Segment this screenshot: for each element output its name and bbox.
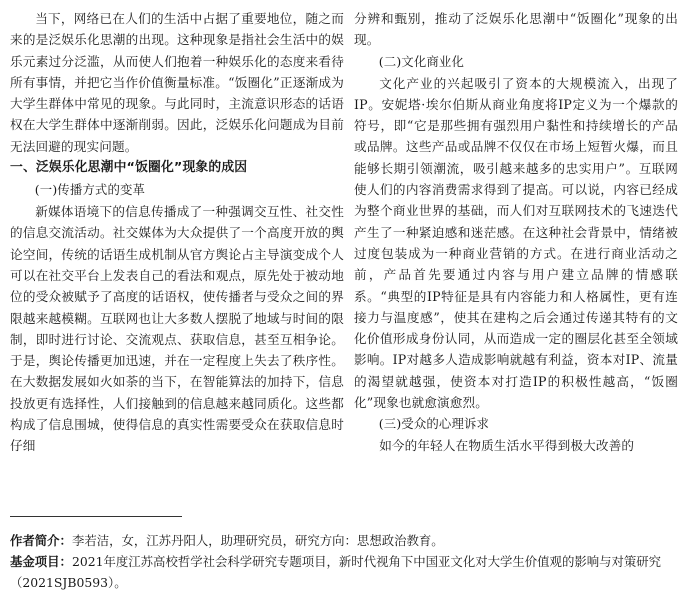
subheading-commercialization: (二)文化商业化 bbox=[378, 53, 465, 69]
subheading-audience-psychology: (三)受众的心理诉求 bbox=[378, 416, 490, 432]
paragraph-audience-psychology: 如今的年轻人在物质生活水平得到极大改善的 bbox=[379, 438, 635, 454]
fund-text: 2021年度江苏高校哲学社会科学研究专题项目，新时代视角下中国亚文化对大学生价值观的影响与对策研究（2021SJB0593）。 bbox=[10, 554, 662, 590]
author-note bbox=[10, 530, 676, 551]
paragraph-commercialization: 文化产业的兴起吸引了资本的大规模流入，出现了IP。安妮塔·埃尔伯斯从商业角度将IP定义为一个爆款的符号，即“它是那些拥有强烈用户黏性和持续增长的产品或品牌。这些产品或品牌不仅仅在市场上短暂火爆，而且能够长期引领潮流，吸引越来越多的忠实用户”。互联网使人们的内容消费需求得到了提高。可以说，内容已经成为整个商业世界的基础，而人们对互联网技术的飞速迭代产生了一种紧迫感和迷茫感。在这种社会背景中，情绪被过度包装成为一种商业营销的方式。在进行商业活动之前，产品首先要通过内容与用户建立品牌的情感联系。“典型的IP特征是具有内容能力和人格属性，更有连接力与温度感”，使其在建构之后会通过传递其特有的文化价值形成身份认同，从而造成一定的圈层化甚至全领域影响。IP对越多人造成影响就越有利益，资本对IP、流量的渴望就越强，使资本对打造IP的积极性越高，“饭圈化”现象也就愈演愈烈。 bbox=[354, 75, 678, 411]
footnote bbox=[10, 530, 676, 593]
fund-label: 基金项目： bbox=[10, 554, 72, 569]
right-column bbox=[354, 8, 678, 457]
footnote-divider bbox=[10, 516, 182, 517]
section-heading: 一、泛娱乐化思潮中“饭圈化”现象的成因 bbox=[10, 160, 248, 176]
fund-note bbox=[10, 551, 676, 593]
subheading-propagation: (一)传播方式的变革 bbox=[34, 182, 146, 198]
left-column bbox=[10, 8, 344, 457]
continuation-paragraph: 分辨和甄别，推动了泛娱乐化思潮中“饭圈化”现象的出现。 bbox=[354, 11, 678, 48]
paragraph-propagation: 新媒体语境下的信息传播成了一种强调交互性、社交性的信息交流活动。社交媒体为大众提供了一个高度开放的舆论空间，传统的话语生成机制从官方舆论占主导演变成个人可以在社交平台上发表自己的看法和观点，原先处于被动地位的受众被赋予了高度的话语权，使传播者与受众之间的界限越来越模糊。互联网也让大多数人摆脱了地域与时间的限制，即时进行讨论、交流观点、获取信息，甚至互相争论。于是，舆论传播更加迅速，并在一定程度上失去了秩序性。在大数据发展如火如荼的当下，在智能算法的加持下，信息投放更有选择性，人们接触到的信息越来越同质化。这些都构成了信息围城，使得信息的真实性需要受众在获取信息时仔细 bbox=[10, 204, 344, 454]
author-text: 李若洁，女，江苏丹阳人，助理研究员，研究方向：思想政治教育。 bbox=[71, 533, 444, 548]
author-label: 作者简介： bbox=[10, 533, 72, 548]
intro-paragraph: 当下，网络已在人们的生活中占据了重要地位，随之而来的是泛娱乐化思潮的出现。这种现象是指社会生活中的娱乐元素过分泛滥，从而使人们抱着一种娱乐化的态度来看待所有事情，并把它当作价值衡量标准。“饭圈化”正逐渐成为大学生群体中常见的现象。与此同时，主流意识形态的话语权在大学生群体中逐渐削弱。因此，泛娱乐化问题成为目前无法回避的现实问题。 bbox=[10, 11, 344, 154]
